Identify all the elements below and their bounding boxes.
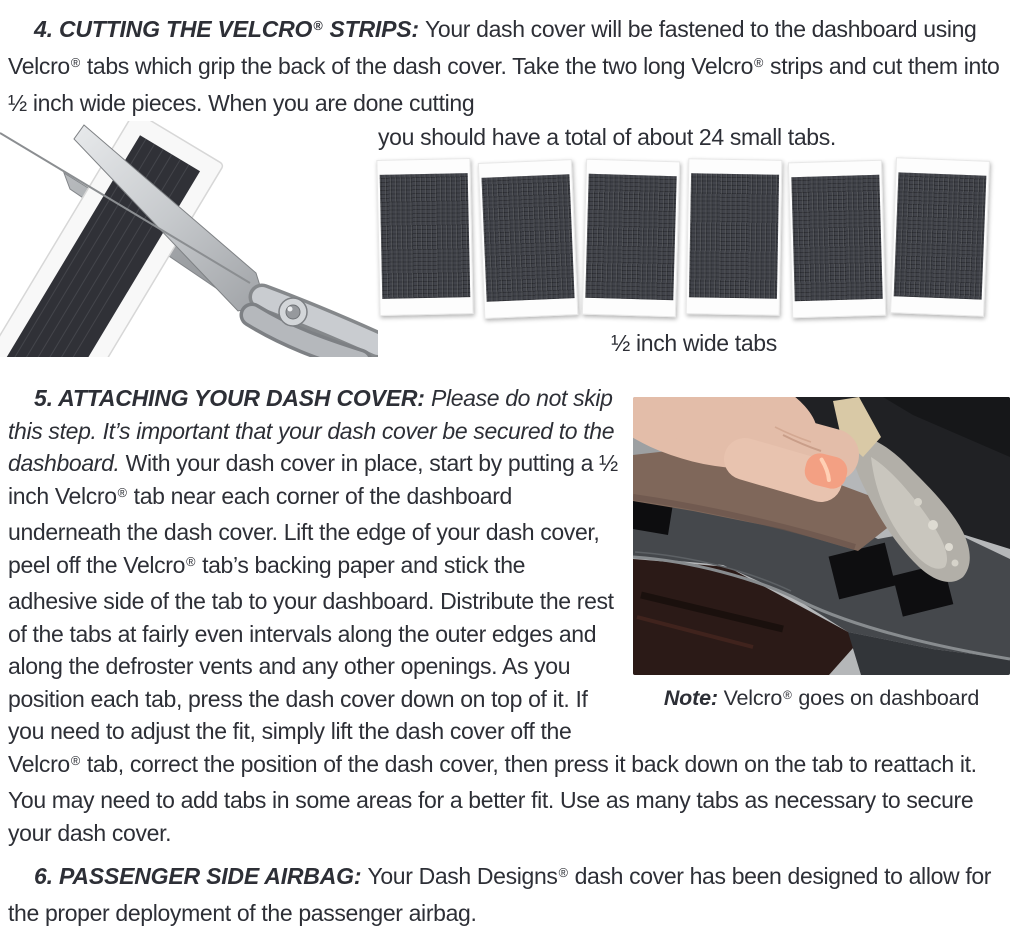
hand-lifting-dash-cover-photo xyxy=(633,397,1010,675)
scissors-cutting-velcro-illustration xyxy=(0,121,378,357)
step4-figure-row xyxy=(0,121,1024,358)
velcro-tab-image xyxy=(376,158,473,316)
step5-paragraph xyxy=(8,382,1010,849)
velcro-tab-image xyxy=(788,160,886,319)
step4-right-column xyxy=(378,121,1024,358)
velcro-tab-image xyxy=(890,157,990,316)
velcro-tab-image xyxy=(686,158,783,316)
velcro-tab-image xyxy=(582,159,680,318)
velcro-tabs-row xyxy=(378,159,1010,319)
step4-continuation-line: you should have a total of about 24 small tabs. xyxy=(378,124,836,150)
step5-text: 5. ATTACHING YOUR DASH COVER: Please do not skip this step. It’s important that your dash cover be secured to the dashboard. With your dash cover in place, start by putting a ½ inch Velcro® tab near each corner of the dashboard underneath the dash cover. Lift the edge of your dash cover, peel off the Velcro® tab’s backing paper and stick the adhesive side of the tab to your dashboard. Distribute the rest of the tabs at fairly even intervals along the outer edges and along the defroster vents and any other openings. As you position each tab, press the dash cover down on top of it. If you need to adjust the fit, simply lift the dash cover off the Velcro® tab, correct the position of the dash cover, then press it back down on the tab to reattach it. You may need to add tabs in some areas for a better fit. Use as many tabs as necessary to secure your dash cover. xyxy=(8,385,977,846)
photo-caption: Note: Velcro® goes on dashboard xyxy=(663,686,980,710)
step6-paragraph: 6. PASSENGER SIDE AIRBAG: Your Dash Designs® dash cover has been designed to allow for the proper deployment of the passenger airbag. xyxy=(8,863,992,926)
step4-paragraph: 4. CUTTING THE VELCRO® STRIPS: Your dash cover will be fastened to the dashboard using Velcro® tabs which grip the back of the dash cover. Take the two long Velcro® strips and cut them into ½ inch wide pieces. When you are done cutting xyxy=(8,16,1000,116)
tabs-caption: ½ inch wide tabs xyxy=(611,330,777,356)
velcro-tab-image xyxy=(478,159,578,319)
dash-cover-photo-figure xyxy=(633,397,1010,715)
scissors-figure xyxy=(0,121,378,357)
